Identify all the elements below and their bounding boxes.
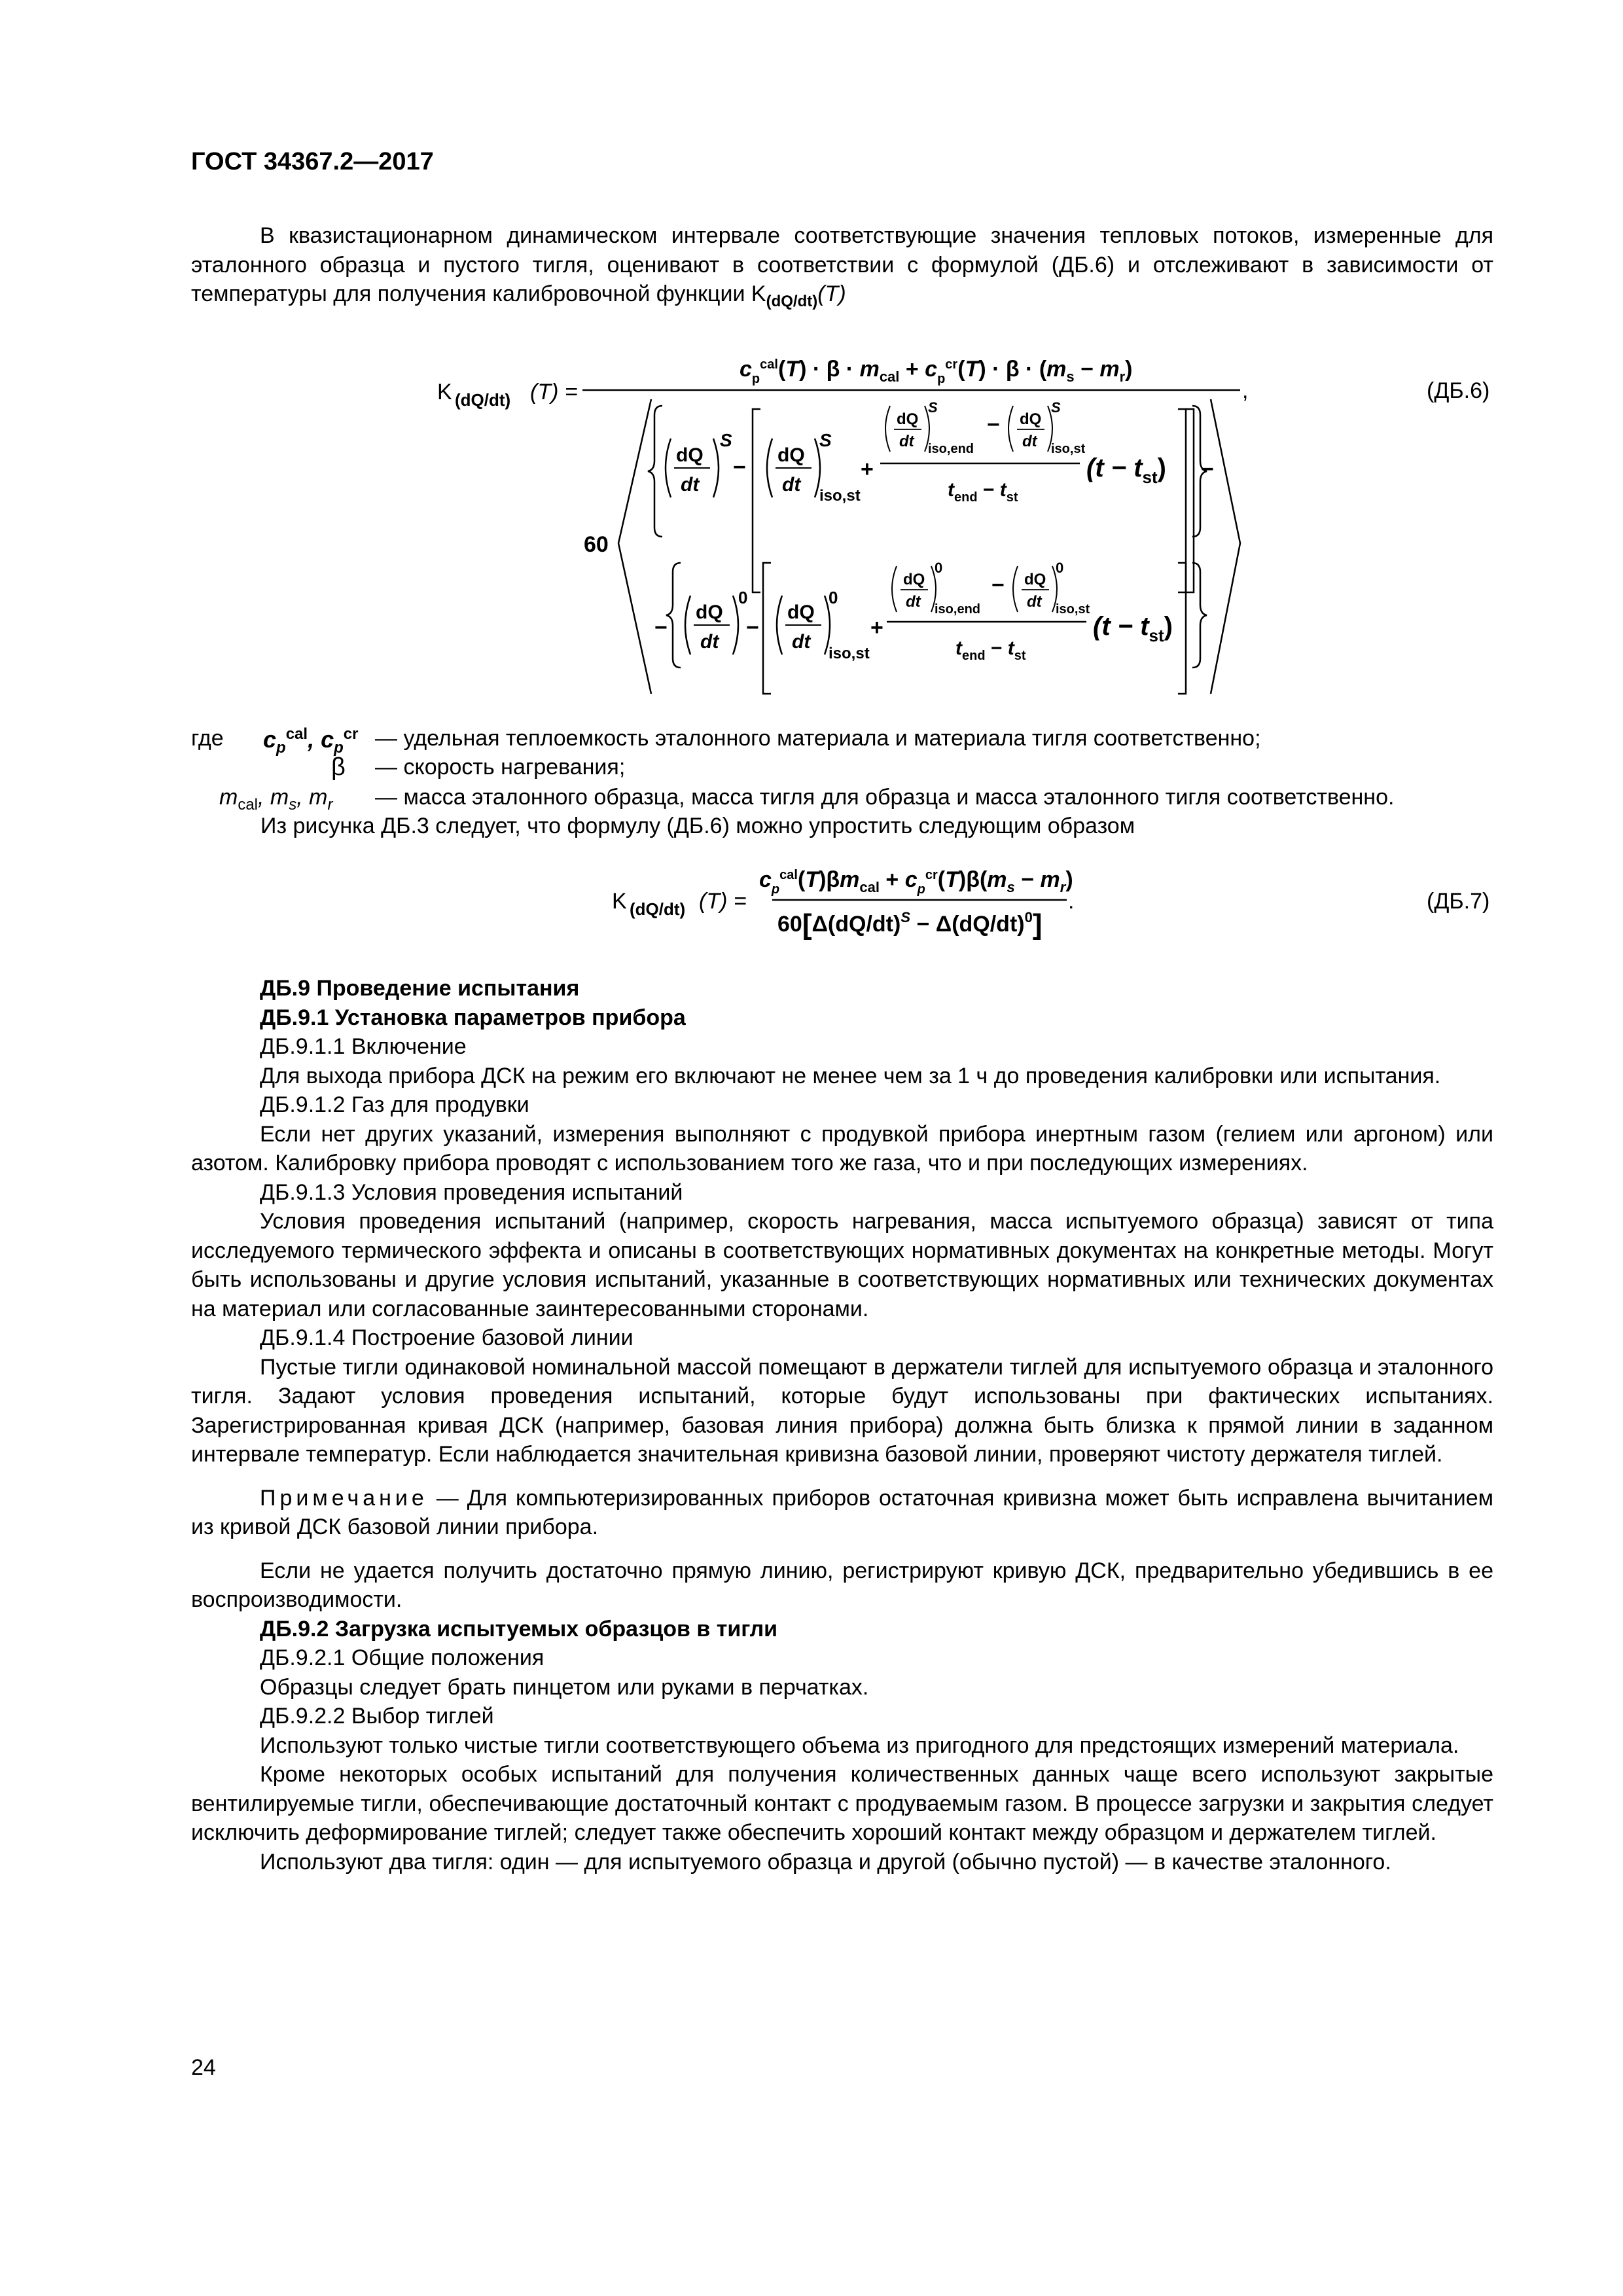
svg-text:dt: dt [681, 474, 700, 495]
svg-text:−: − [991, 573, 1005, 598]
svg-text:dQ: dQ [1024, 571, 1046, 588]
eq7-denominator: $60[\Delta(dQ/dt)^S - \Delta(dQ/dt)^0]$ [777, 908, 1043, 941]
sub-db9-2-1: ДБ.9.2.1 Общие положения [260, 1645, 544, 1670]
para-vented-crucibles: Кроме некоторых особых испытаний для получения количественных данных чаще всего используют закрытые вентилируемые тигли, обеспечивающие достаточный контакт с продуваемым газом. В процессе загрузки и закрытия следует исключить деформирование тиглей; следует также обеспечить хороший контакт между образцом и держателем тиглей. [191, 1762, 1493, 1845]
where-text-3: — масса эталонного образца, масса тигля для образца и масса эталонного тигля соответственно. [375, 785, 1395, 810]
equation-db7-graphic [0, 864, 1623, 949]
svg-text:iso,st: iso,st [1056, 602, 1090, 617]
svg-text:dt: dt [1022, 433, 1037, 450]
svg-text:−: − [733, 455, 746, 480]
intro-func-arg: (T) [817, 281, 846, 306]
svg-text:−: − [1201, 457, 1214, 482]
where-text-1: — удельная теплоемкость эталонного материала и материала тигля соответственно; [375, 726, 1261, 751]
svg-text:dt: dt [899, 433, 914, 450]
svg-text:dQ: dQ [787, 601, 815, 623]
document-header: ГОСТ 34367.2—2017 [191, 148, 434, 175]
where-symbol-2: β [331, 753, 346, 781]
svg-text:dQ: dQ [903, 571, 925, 588]
eq6-numerator: $c_p^{cal}(T) \cdot \beta \cdot m_{cal} + c_p^{cr}(T) \cdot \beta \cdot (m_s - m_r)$ [740, 357, 1133, 386]
eq7-numerator: $c_p^{cal}(T)\beta m_{cal} + c_p^{cr}(T)\beta(m_s - m_r)$ [759, 867, 1073, 897]
note [191, 1484, 1493, 1542]
svg-text:0: 0 [1056, 560, 1064, 576]
svg-text:dQ: dQ [676, 444, 704, 466]
intro-func-sub: (dQ/dt) [766, 292, 818, 310]
svg-text:dt: dt [700, 631, 719, 653]
page-number: 24 [191, 2055, 216, 2080]
svg-text:dt: dt [792, 631, 811, 653]
equation-db6 [0, 347, 1623, 713]
svg-text:dQ: dQ [696, 601, 723, 623]
intro-text: В квазистационарном динамическом интервале соответствующие значения тепловых потоков, измеренные для эталонного образца и пустого тигля, оценивают в соответствии с формулой (ДБ.6) и отслеживают в зависимости от температуры для получения калибровочной функции K [191, 223, 1493, 306]
heading-db9-1: ДБ.9.1 Установка параметров прибора [260, 1005, 686, 1030]
svg-text:S: S [928, 399, 938, 416]
equation-db6-graphic [0, 347, 1623, 713]
svg-text:−: − [746, 615, 759, 640]
sub-db9-1-1: ДБ.9.1.1 Включение [260, 1034, 467, 1059]
svg-text:+: + [870, 615, 883, 640]
svg-text:dQ: dQ [897, 410, 919, 428]
svg-text:iso,st: iso,st [1051, 442, 1086, 456]
svg-text:dQ: dQ [777, 444, 805, 466]
para-reproducibility: Если не удается получить достаточно прямую линию, регистрируют кривую ДСК, предварительно убедившись в ее воспроизводимости. [191, 1558, 1493, 1612]
svg-text:dt: dt [906, 593, 921, 611]
svg-text:(t − tst): $(t - t_{st})$ [1086, 454, 1166, 487]
svg-text:−: − [654, 615, 668, 640]
eq7-lhs: K [612, 889, 627, 914]
para-db9-1-3: Условия проведения испытаний (например, скорость нагревания, масса испытуемого образца) зависят от типа исследуемого термического эффекта и описаны в соответствующих нормативных документах на конкретные методы. Могут быть использованы и другие условия испытаний, указанные в соответствующих нормативных или технических документах на материал или согласованные заинтересованными сторонами. [191, 1209, 1493, 1321]
where-label: где [191, 726, 224, 751]
note-text: — Для компьютеризированных приборов остаточная кривизна может быть исправлена вычитанием из кривой ДСК базовой линии прибора. [191, 1485, 1493, 1539]
svg-text:0: 0 [829, 588, 838, 607]
svg-text:,: , [1242, 378, 1249, 403]
svg-text:iso,end: iso,end [935, 602, 981, 617]
svg-text:dQ: dQ [1020, 410, 1042, 428]
eq6-lhs: K [437, 380, 452, 404]
svg-text:S: S [819, 430, 832, 450]
heading-db9: ДБ.9 Проведение испытания [260, 976, 580, 1001]
svg-text:iso,st: iso,st [819, 487, 861, 505]
note-label: Примечание [260, 1485, 428, 1511]
sections-block [191, 974, 1493, 1876]
para-tweezers: Образцы следует брать пинцетом или руками в перчатках. [260, 1674, 869, 1700]
sub-db9-1-2: ДБ.9.1.2 Газ для продувки [260, 1092, 529, 1117]
svg-text:iso,end: iso,end [928, 442, 974, 456]
where-symbol-3: $m_{cal}$, $m_s$, $m_r$ [219, 785, 333, 814]
para-two-crucibles: Используют два тигля: один — для испытуемого образца и другой (обычно пустой) — в качестве эталонного. [260, 1849, 1391, 1874]
svg-text:−: − [987, 412, 1000, 437]
para-db9-1-2: Если нет других указаний, измерения выполняют с продувкой прибора инертным газом (гелием или аргоном) или азотом. Калибровку прибора проводят с использованием того же газа, что и при последующих измерениях. [191, 1121, 1493, 1175]
eq6-lhs-sub: (dQ/dt) [455, 390, 511, 410]
eq7-number: (ДБ.7) [1427, 889, 1490, 914]
svg-text:S: S [1051, 399, 1061, 416]
svg-text:dt: dt [1027, 593, 1042, 611]
svg-text:(t − tst): $(t - t_{st})$ [1093, 612, 1173, 645]
svg-text:+: + [861, 457, 874, 482]
simplify-text: Из рисунка ДБ.3 следует, что формулу (ДБ.6) можно упростить следующим образом [260, 814, 1135, 838]
svg-text:tend − tst: $t_{end} - t_{st}$ [948, 479, 1018, 505]
sub-db9-2-2: ДБ.9.2.2 Выбор тиглей [260, 1704, 494, 1729]
sub-db9-1-3: ДБ.9.1.3 Условия проведения испытаний [260, 1179, 683, 1205]
eq7-lhs-arg: (T) = [699, 889, 747, 914]
where-symbol-1: $c_p^{cal}$, $c_p^{cr}$ [263, 725, 359, 757]
intro-paragraph [191, 221, 1493, 316]
eq6-number: (ДБ.6) [1427, 378, 1490, 403]
where-text-2: — скорость нагревания; [375, 755, 626, 780]
eq6-factor: 60 [584, 532, 609, 557]
para-db9-1-1: Для выхода прибора ДСК на режим его включают не менее чем за 1 ч до проведения калибровки или испытания. [260, 1063, 1441, 1088]
svg-text:0: 0 [935, 560, 943, 576]
sub-db9-1-4: ДБ.9.1.4 Построение базовой линии [260, 1325, 633, 1350]
para-clean-crucibles: Используют только чистые тигли соответствующего объема из пригодного для предстоящих измерений материала. [260, 1732, 1459, 1758]
svg-text:S: S [720, 430, 732, 450]
svg-text:.: . [1068, 889, 1075, 914]
svg-text:dt: dt [782, 474, 801, 495]
heading-db9-2: ДБ.9.2 Загрузка испытуемых образцов в тигли [260, 1616, 778, 1641]
svg-text:0: 0 [738, 588, 748, 607]
eq7-lhs-sub: (dQ/dt) [630, 899, 686, 919]
para-db9-1-4: Пустые тигли одинаковой номинальной массой помещают в держатели тиглей для испытуемого образца и эталонного тигля. Задают условия проведения испытаний, которые будут использованы при фактических испытаниях. Зарегистрированная кривая ДСК (например, базовая линия прибора) должна быть близка к прямой линии в заданном интервале температур. Если наблюдается значительная кривизна базовой линии, проверяют чистоту держателя тиглей. [191, 1354, 1493, 1467]
svg-text:tend − tst: $t_{end} - t_{st}$ [955, 637, 1026, 663]
eq6-lhs-arg: (T) = [530, 380, 578, 404]
svg-text:iso,st: iso,st [829, 645, 870, 662]
equation-db7 [0, 864, 1623, 949]
